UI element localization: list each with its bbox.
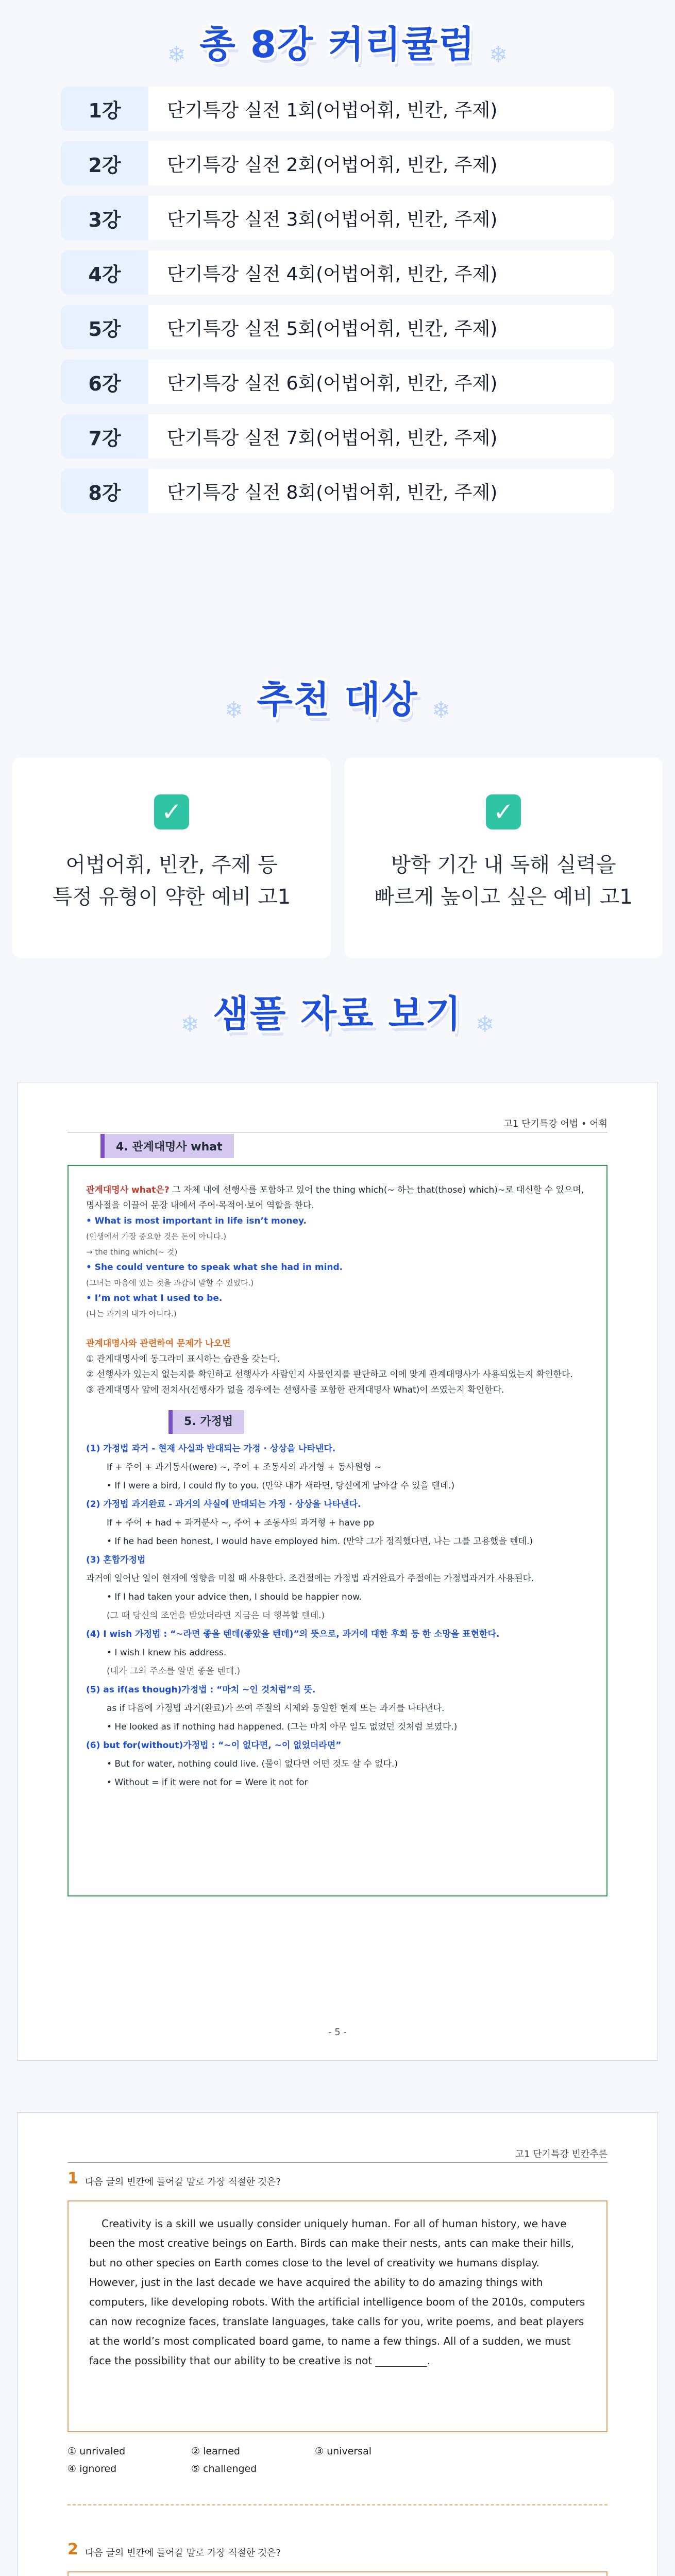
recommend-heading [0, 670, 675, 723]
question-prompt: 다음 글의 빈칸에 들어갈 말로 가장 적절한 것은? [85, 2548, 281, 2558]
curriculum-number: 8강 [61, 469, 148, 513]
answer-option[interactable]: ① unrivaled [68, 2446, 126, 2457]
curriculum-text: 단기특강 실전 3회(어법어휘, 빈칸, 주제) [148, 196, 614, 240]
example-translation: (나는 과거의 내가 아니다.) [86, 1309, 177, 1318]
curriculum-title: 총 8강 커리큘럼 [199, 23, 476, 66]
tip-item: ① 관계대명사에 동그라미 표시하는 습관을 갖는다. [86, 1354, 280, 1364]
curriculum-row [61, 469, 614, 513]
grammar-formula: If + 주어 + 과거동사(were) ~, 주어 + 조동사의 과거형 + 동사원형 ~ [107, 1462, 382, 1472]
curriculum-number: 3강 [61, 196, 148, 240]
curriculum-row [61, 87, 614, 131]
question-number: 2 [68, 2540, 78, 2558]
recommend-card [344, 757, 663, 958]
grammar-box [68, 1165, 608, 1896]
snowflake-icon: ❄ [475, 1011, 495, 1038]
grammar-rule: (1) 가정법 과거 - 현재 사실과 반대되는 가정 · 상상을 나타낸다. [86, 1444, 336, 1454]
samples-title: 샘플 자료 보기 [213, 992, 462, 1036]
curriculum-list [61, 87, 614, 523]
curriculum-text: 단기특강 실전 4회(어법어휘, 빈칸, 주제) [148, 250, 614, 295]
grammar-desc: as if 다음에 가정법 과거(완료)가 쓰여 주절의 시제와 동일한 현재 또는 과거를 나타낸다. [107, 1703, 445, 1714]
recommend-line: 어법어휘, 빈칸, 주제 등 [65, 853, 278, 877]
question-number: 1 [68, 2170, 78, 2188]
curriculum-number: 6강 [61, 360, 148, 404]
recommend-line: 방학 기간 내 독해 실력을 [391, 853, 616, 877]
curriculum-row [61, 305, 614, 349]
answer-options [68, 2443, 428, 2478]
page-header: 고1 단기특강 빈칸추론 [515, 2149, 608, 2160]
grammar-rule: (6) but for(without)가정법 : “~이 없다면, ~이 없었더라면” [86, 1740, 342, 1751]
recommend-line: 특정 유형이 약한 예비 고1 [52, 885, 291, 909]
curriculum-text: 단기특강 실전 2회(어법어휘, 빈칸, 주제) [148, 141, 614, 185]
question-prompt: 다음 글의 빈칸에 들어갈 말로 가장 적절한 것은? [85, 2177, 281, 2188]
grammar-example: • But for water, nothing could live. (물이 없다면 어떤 것도 살 수 없다.) [107, 1759, 398, 1769]
question-divider [68, 2504, 608, 2505]
sample-page-grammar [18, 1082, 657, 2061]
snowflake-icon: ❄ [224, 697, 244, 723]
curriculum-row [61, 196, 614, 240]
answer-option[interactable]: ③ universal [315, 2446, 372, 2457]
curriculum-number: 1강 [61, 87, 148, 131]
curriculum-number: 5강 [61, 305, 148, 349]
section-label-5: 5. 가정법 [168, 1410, 589, 1434]
grammar-example: • If I had taken your advice then, I should be happier now. [107, 1592, 362, 1602]
passage-box [68, 2571, 608, 2576]
grammar-rule: (3) 혼합가정법 [86, 1555, 146, 1565]
grammar-example: • He looked as if nothing had happened. (그는 마치 아무 일도 없었던 것처럼 보였다.) [107, 1722, 458, 1732]
curriculum-row [61, 250, 614, 295]
grammar-formula: If + 주어 + had + 과거분사 ~, 주어 + 조동사의 과거형 + have pp [107, 1518, 375, 1528]
answer-option[interactable]: ⑤ challenged [191, 2463, 257, 2475]
curriculum-text: 단기특강 실전 5회(어법어휘, 빈칸, 주제) [148, 305, 614, 349]
curriculum-text: 단기특강 실전 6회(어법어휘, 빈칸, 주제) [148, 360, 614, 404]
section-label-4: 4. 관계대명사 what [100, 1134, 234, 1158]
grammar-rule: (2) 가정법 과거완료 - 과거의 사실에 반대되는 가정 · 상상을 나타낸다. [86, 1499, 361, 1510]
curriculum-row [61, 414, 614, 459]
example-translation: (그녀는 마음에 있는 것을 과감히 말할 수 있었다.) [86, 1278, 254, 1287]
tip-title: 관계대명사와 관련하여 문제가 나오면 [86, 1338, 231, 1349]
snowflake-icon: ❄ [180, 1011, 200, 1038]
example: • I’m not what I used to be. [86, 1293, 223, 1303]
rule-paragraph: 관계대명사 what은? 그 자체 내에 선행사를 포함하고 있어 the thing which(~ 하는 that(those) which)~로 대신할 수 있으며, 명사절을 이끌어 문장 내에서 주어·목적어·보어 역할을 한다. [86, 1185, 584, 1211]
curriculum-text: 단기특강 실전 7회(어법어휘, 빈칸, 주제) [148, 414, 614, 459]
grammar-rule: (5) as if(as though)가정법 : “마치 ~인 것처럼”의 뜻. [86, 1685, 316, 1695]
example: • What is most important in life isn’t money. [86, 1216, 307, 1226]
page-header: 고1 단기특강 어법 • 어휘 [503, 1118, 608, 1129]
header-divider [68, 2162, 608, 2163]
tip-item: ③ 관계대명사 앞에 전치사(선행사가 없을 경우에는 선행사를 포함한 관계대명사 What)이 쓰였는지 확인한다. [86, 1385, 504, 1395]
snowflake-icon: ❄ [431, 697, 451, 723]
sample-page-blank [18, 2112, 657, 2576]
curriculum-row [61, 141, 614, 185]
passage-box: Creativity is a skill we usually consider uniquely human. For all of human history, we have been the most creative beings on Earth. Birds can make their nests, ants can make their hills, but no other species on Earth comes close to the level of creativity we humans display. However, just in the last decade we have acquired the ability to do amazing things with computers, like developing robots. With the artificial intelligence boom of the 2010s, computers can now recognize faces, translate languages, take calls for you, write poems, and beat players at the world’s most complicated board game, to name a few things. All of a sudden, we must face the possibility that our ability to be creative is not __________. [68, 2200, 608, 2432]
snowflake-icon: ❄ [167, 42, 187, 68]
curriculum-row [61, 360, 614, 404]
answer-option[interactable]: ④ ignored [68, 2463, 117, 2475]
curriculum-heading [0, 14, 675, 68]
curriculum-number: 2강 [61, 141, 148, 185]
grammar-example: • If he had been honest, I would have employed him. (만약 그가 정직했다면, 나는 그를 고용했을 텐데.) [107, 1536, 533, 1547]
samples-heading [0, 984, 675, 1038]
grammar-translation: (그 때 당신의 조언을 받았더라면 지금은 더 행복할 텐데.) [107, 1611, 325, 1621]
example: • She could venture to speak what she had in mind. [86, 1262, 343, 1273]
grammar-example: • If I were a bird, I could fly to you. (만약 내가 새라면, 당신에게 날아갈 수 있을 텐데.) [107, 1481, 455, 1491]
recommend-card [12, 757, 331, 958]
recommend-title: 추천 대상 [257, 678, 418, 721]
curriculum-text: 단기특강 실전 8회(어법어휘, 빈칸, 주제) [148, 469, 614, 513]
grammar-translation: (내가 그의 주소를 알면 좋을 텐데.) [107, 1666, 241, 1676]
example-note: → the thing which(~ 것) [86, 1247, 178, 1257]
recommend-line: 빠르게 높이고 싶은 예비 고1 [374, 885, 633, 909]
answer-option[interactable]: ② learned [191, 2446, 240, 2457]
grammar-rule: (4) I wish 가정법 : “~라면 좋을 텐데(좋았을 텐데)”의 뜻으로, 과거에 대한 후회 등 한 소망을 표현한다. [86, 1629, 500, 1639]
check-icon: ✓ [486, 794, 521, 829]
curriculum-number: 4강 [61, 250, 148, 295]
grammar-example: • I wish I knew his address. [107, 1648, 227, 1658]
grammar-desc: 과거에 일어난 일이 현재에 영향을 미칠 때 사용한다. 조건절에는 가정법 과거완료가 주절에는 가정법과거가 사용된다. [86, 1573, 534, 1584]
check-icon: ✓ [154, 794, 189, 829]
grammar-example: • Without = if it were not for = Were it not for [107, 1777, 308, 1788]
page-number: - 5 - [328, 2027, 347, 2038]
example-translation: (인생에서 가장 중요한 것은 돈이 아니다.) [86, 1232, 227, 1241]
tip-item: ② 선행사가 있는지 없는지를 확인하고 선행사가 사람인지 사물인지를 판단하고 이에 맞게 관계대명사가 사용되었는지 확인한다. [86, 1369, 573, 1380]
snowflake-icon: ❄ [488, 42, 508, 68]
curriculum-text: 단기특강 실전 1회(어법어휘, 빈칸, 주제) [148, 87, 614, 131]
curriculum-number: 7강 [61, 414, 148, 459]
